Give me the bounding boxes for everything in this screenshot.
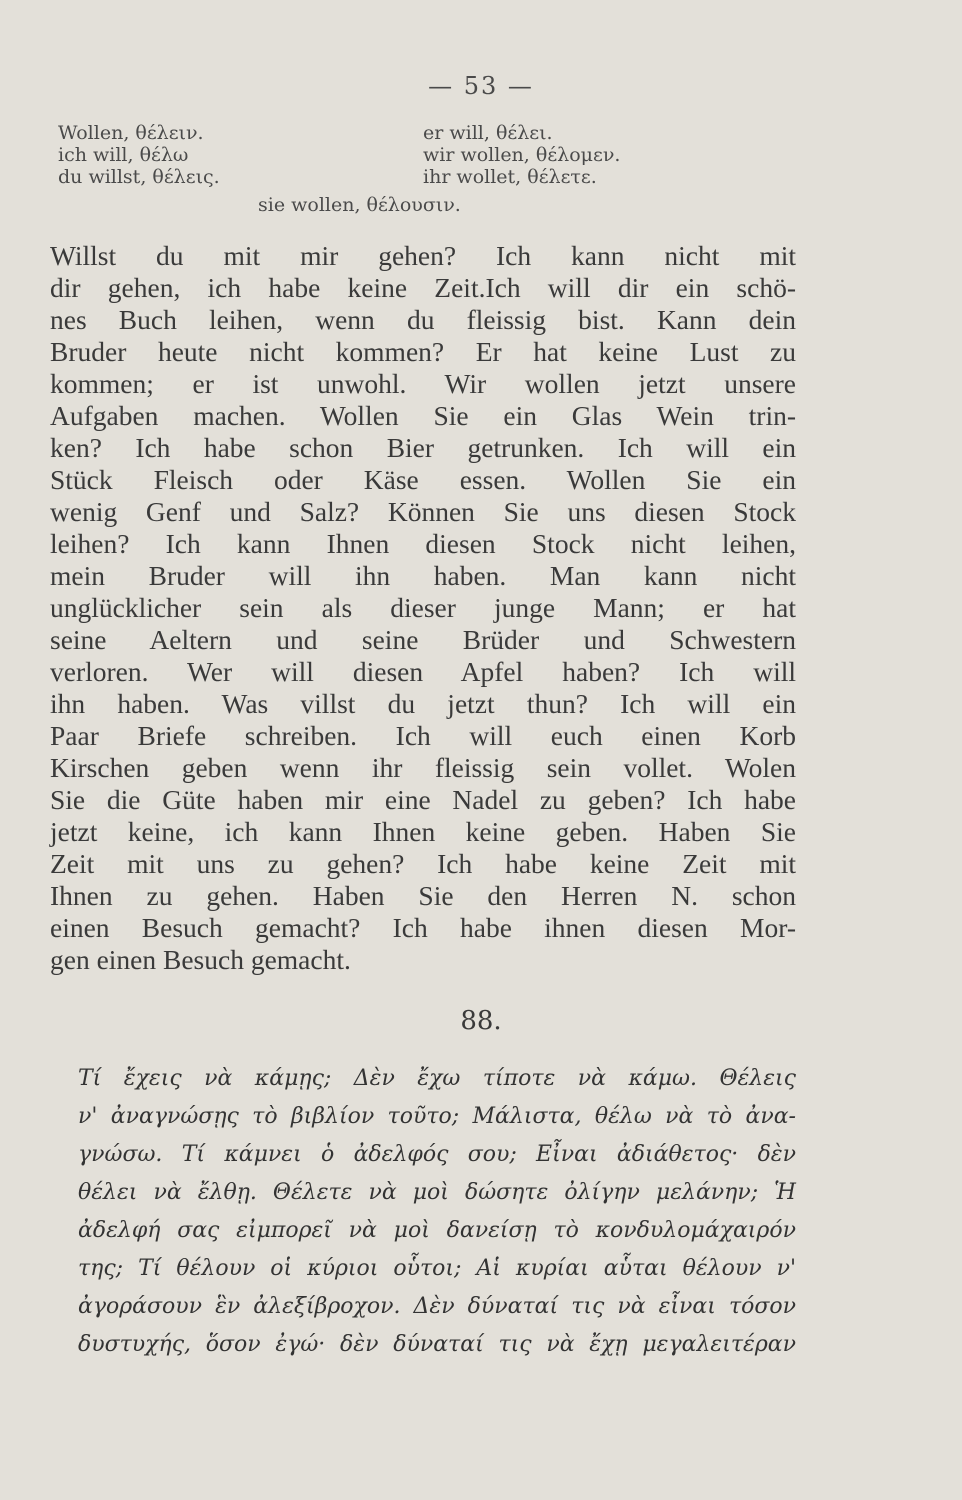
conjugation-line: sie wollen, θέλουσιν. — [258, 194, 461, 216]
text-line: seine Aeltern und seine Brüder und Schwestern — [50, 624, 796, 655]
text-line: γνώσω. Τί κάμνει ὁ ἀδελφός σου; Εἶναι ἀδιάθετος· δὲν — [78, 1142, 796, 1167]
text-line: dir gehen, ich habe keine Zeit.Ich will dir ein schö- — [50, 272, 796, 303]
text-line: Sie die Güte haben mir eine Nadel zu geben? Ich habe — [50, 784, 796, 815]
text-line: Aufgaben machen. Wollen Sie ein Glas Wein trin- — [50, 400, 796, 431]
conjugation-line: ich will, θέλω — [58, 144, 189, 166]
text-line: Bruder heute nicht kommen? Er hat keine Lust zu — [50, 336, 796, 367]
page-number: — 53 — — [428, 72, 534, 100]
text-line: Stück Fleisch oder Käse essen. Wollen Sie ein — [50, 464, 796, 495]
exercise-number: 88. — [460, 1006, 502, 1036]
german-exercise-text — [50, 240, 796, 976]
conjugation-line: wir wollen, θέλομεν. — [423, 144, 621, 166]
text-line: mein Bruder will ihn haben. Man kann nicht — [50, 560, 796, 591]
greek-exercise-text — [78, 1060, 796, 1364]
conjugation-line: ihr wollet, θέλετε. — [423, 166, 597, 188]
text-line: δυστυχής, ὅσον ἐγώ· δὲν δύναταί τις νὰ ἔχῃ μεγαλειτέραν — [78, 1332, 796, 1357]
text-line: Ihnen zu gehen. Haben Sie den Herren N. schon — [50, 880, 796, 911]
text-line: unglücklicher sein als dieser junge Mann; er hat — [50, 592, 796, 623]
text-line: einen Besuch gemacht? Ich habe ihnen diesen Mor- — [50, 912, 796, 943]
text-line: Paar Briefe schreiben. Ich will euch einen Korb — [50, 720, 796, 751]
text-line: nes Buch leihen, wenn du fleissig bist. Kann dein — [50, 304, 796, 335]
text-line: ἀδελφή σας εἰμπορεῖ νὰ μοὶ δανείσῃ τὸ κονδυλομάχαιρόν — [78, 1218, 796, 1243]
text-line: verloren. Wer will diesen Apfel haben? Ich will — [50, 656, 796, 687]
text-line: jetzt keine, ich kann Ihnen keine geben. Haben Sie — [50, 816, 796, 847]
conjugation-line: du willst, θέλεις. — [58, 166, 220, 188]
text-line: leihen? Ich kann Ihnen diesen Stock nicht leihen, — [50, 528, 796, 559]
text-line: wenig Genf und Salz? Können Sie uns diesen Stock — [50, 496, 796, 527]
text-line: θέλει νὰ ἔλθῃ. Θέλετε νὰ μοὶ δώσητε ὀλίγην μελάνην; Ἡ — [78, 1180, 796, 1205]
conjugation-line: Wollen, θέλειν. — [58, 122, 204, 144]
text-line: Τί ἔχεις νὰ κάμῃς; Δὲν ἔχω τίποτε νὰ κάμω. Θέλεις — [78, 1066, 796, 1091]
text-line: kommen; er ist unwohl. Wir wollen jetzt unsere — [50, 368, 796, 399]
text-line: ἀγοράσουν ἓν ἀλεξίβροχον. Δὲν δύναταί τις νὰ εἶναι τόσον — [78, 1294, 796, 1319]
conjugation-plural — [423, 122, 620, 188]
conjugation-table — [58, 122, 818, 234]
text-line: gen einen Besuch gemacht. — [50, 944, 351, 975]
conjugation-singular — [58, 122, 220, 188]
text-line: Zeit mit uns zu gehen? Ich habe keine Zeit mit — [50, 848, 796, 879]
text-line: ihn haben. Was villst du jetzt thun? Ich will ein — [50, 688, 796, 719]
text-line: της; Τί θέλουν οἱ κύριοι οὗτοι; Αἱ κυρίαι αὗται θέλουν ν' — [78, 1256, 796, 1281]
conjugation-line: er will, θέλει. — [423, 122, 553, 144]
text-line: ν' ἀναγνώσῃς τὸ βιβλίον τοῦτο; Μάλιστα, θέλω νὰ τὸ ἀνα- — [78, 1104, 796, 1129]
text-line: Kirschen geben wenn ihr fleissig sein vollet. Wolen — [50, 752, 796, 783]
text-line: Willst du mit mir gehen? Ich kann nicht mit — [50, 240, 796, 271]
text-line: ken? Ich habe schon Bier getrunken. Ich will ein — [50, 432, 796, 463]
